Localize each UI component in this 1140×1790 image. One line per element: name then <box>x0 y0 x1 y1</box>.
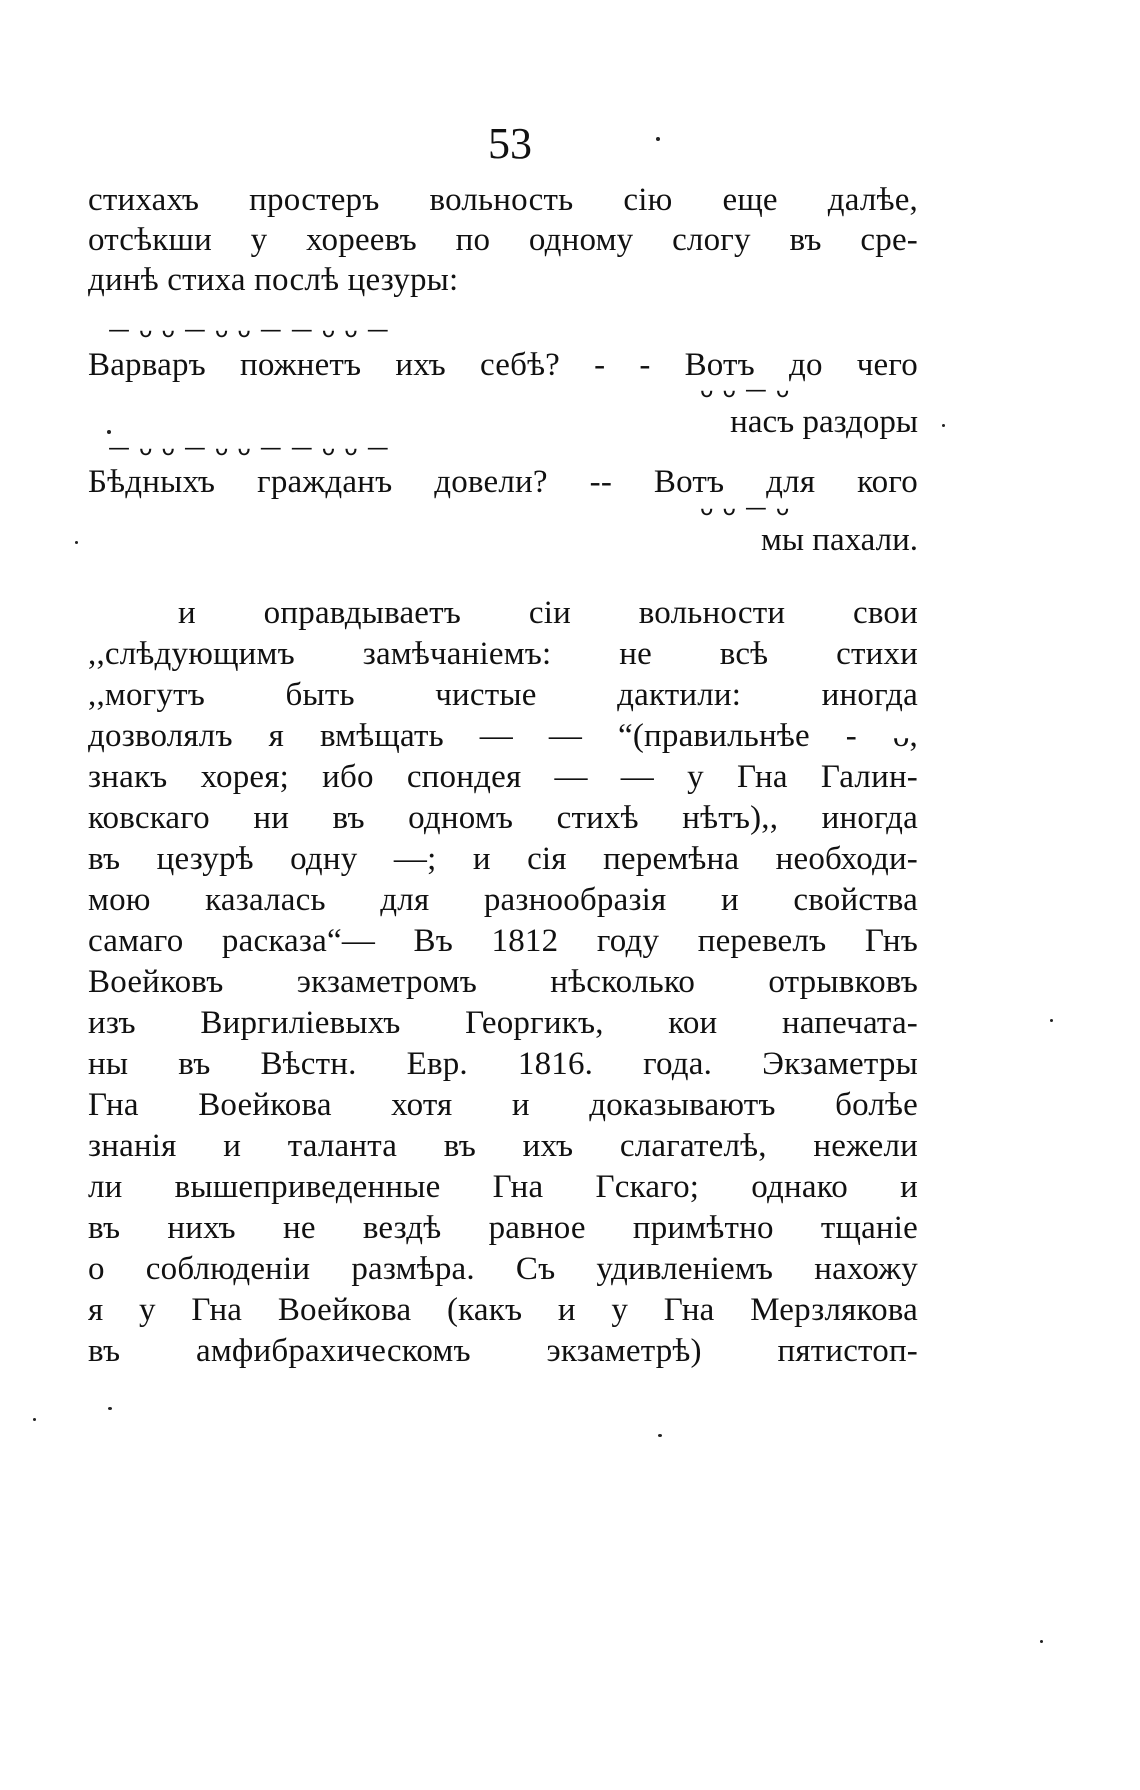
text-line: мою казалась для разнообразія и свойства <box>88 882 918 918</box>
text-line: я у Гна Воейкова (какъ и у Гна Мерзлякова <box>88 1292 918 1328</box>
scan-speck <box>942 424 945 427</box>
scan-speck <box>658 1434 662 1437</box>
scan-speck <box>107 430 111 434</box>
scan-speck <box>1040 1640 1043 1643</box>
text-line: знанія и таланта въ ихъ слагателѣ, нежели <box>88 1128 918 1164</box>
scan-speck <box>108 1407 112 1410</box>
verse-line: Бѣдныхъ гражданъ довели? -- Вотъ для кого <box>88 464 918 500</box>
text-line: о соблюденіи размѣра. Съ удивленіемъ нахожу <box>88 1251 918 1287</box>
scan-speck <box>33 1418 36 1421</box>
text-line: ли вышеприведенные Гна Гскаго; однако и <box>88 1169 918 1205</box>
text-line: въ амфибрахическомъ экзаметрѣ) пятистоп- <box>88 1333 918 1369</box>
scan-speck <box>1050 1019 1053 1022</box>
verse-line-continuation: мы пахали. <box>761 522 918 558</box>
verse-line-continuation: насъ раздоры <box>730 404 918 440</box>
page-number: 53 <box>488 119 532 168</box>
text-line: динѣ стиха послѣ цезуры: <box>88 262 459 298</box>
text-line: въ нихъ не вездѣ равное примѣтно тщаніе <box>88 1210 918 1246</box>
text-line: Воейковъ экзаметромъ нѣсколько отрывковъ <box>88 964 918 1000</box>
text-line: и оправдываетъ сіи вольности свои <box>178 595 918 631</box>
text-line: самаго расказа“— Въ 1812 году перевелъ Гнъ <box>88 923 918 959</box>
text-line: изъ Виргиліевыхъ Георгикъ, кои напечата- <box>88 1005 918 1041</box>
text-line: ,,могутъ быть чистые дактили: иногда <box>88 677 918 713</box>
text-line: ,,слѣдующимъ замѣчаніемъ: не всѣ стихи <box>88 636 918 672</box>
text-line: Гна Воейкова хотя и доказываютъ болѣе <box>88 1087 918 1123</box>
scan-speck <box>75 541 78 544</box>
text-line: стихахъ простеръ вольность сію еще далѣе, <box>88 182 918 218</box>
meter-marks: ᴗ ᴗ — ᴗ <box>700 378 791 403</box>
text-line: дозволялъ я вмѣщать — — “(правильнѣе - ᴗ, <box>88 718 918 754</box>
verse-line: Варваръ пожнетъ ихъ себѣ? - - Вотъ до чего <box>88 347 918 383</box>
text-line: отсѣкши у хореевъ по одному слогу въ сре- <box>88 222 918 258</box>
text-line: ковскаго ни въ одномъ стихѣ нѣтъ),, иногда <box>88 800 918 836</box>
meter-marks: — ᴗ ᴗ — ᴗ ᴗ — — ᴗ ᴗ — <box>108 436 390 461</box>
text-line: знакъ хорея; ибо спондея — — у Гна Галин- <box>88 759 918 795</box>
scan-speck <box>656 137 660 141</box>
text-line: въ цезурѣ одну —; и сія перемѣна необходи- <box>88 841 918 877</box>
text-line: ны въ Вѣстн. Евр. 1816. года. Экзаметры <box>88 1046 918 1082</box>
meter-marks: ᴗ ᴗ — ᴗ <box>700 496 791 521</box>
meter-marks: — ᴗ ᴗ — ᴗ ᴗ — — ᴗ ᴗ — <box>108 318 390 343</box>
